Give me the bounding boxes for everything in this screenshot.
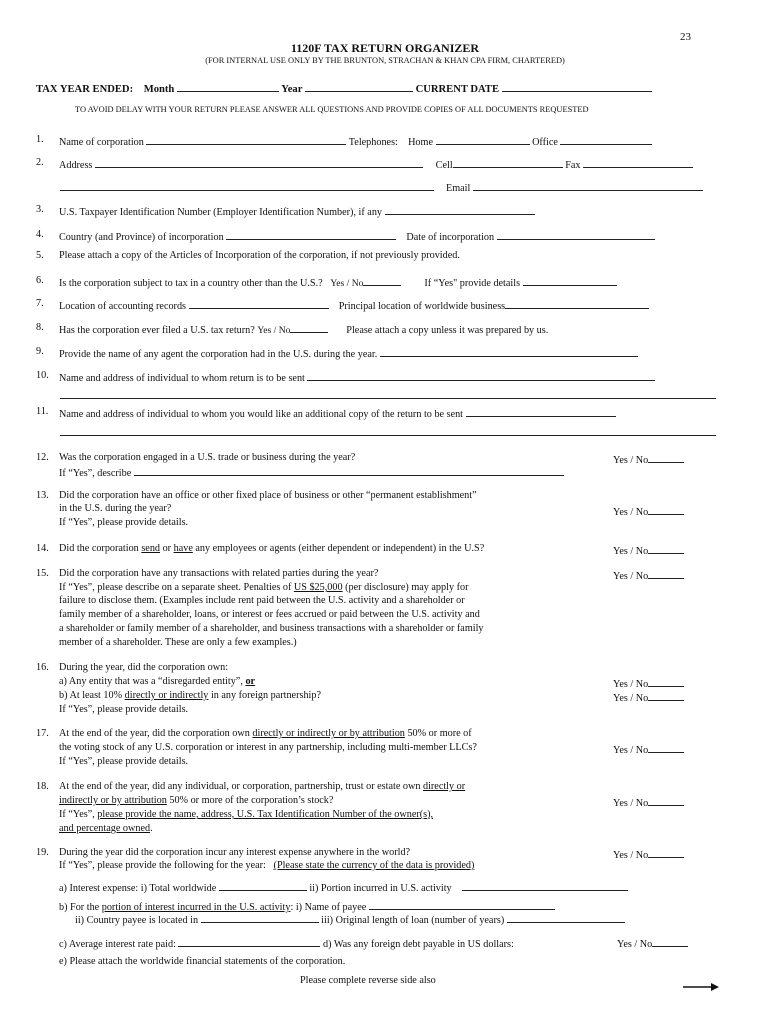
q4-number: 4.: [36, 229, 44, 240]
q15-b1: If “Yes”, please describe on a separate sheet. Penalties of: [59, 582, 292, 593]
q19-a-row: [59, 880, 628, 895]
q15-penalty-amount: US $25,000: [293, 582, 343, 593]
current-date-field[interactable]: [502, 81, 652, 92]
q13-line-b: in the U.S. during the year?: [59, 503, 172, 514]
q8-note: Please attach a copy unless it was prepared by us.: [346, 325, 549, 336]
return-recipient-field[interactable]: [307, 370, 655, 381]
q12-describe-row: [59, 465, 564, 480]
q9-label: Provide the name of any agent the corporation had in the U.S. during the year.: [59, 349, 378, 360]
q1-label: Name of corporation: [59, 137, 144, 148]
q19-b-underlined: (Please state the currency of the data is provided): [273, 860, 475, 871]
ein-field[interactable]: [385, 204, 535, 215]
q15-yes-no-field[interactable]: [648, 568, 684, 579]
q4-label: Country (and Province) of incorporation: [59, 232, 224, 243]
q5-number: 5.: [36, 250, 44, 261]
q18-line-c: [59, 809, 433, 821]
q13-number: 13.: [36, 490, 49, 501]
q4-row: [59, 229, 655, 244]
q14-yes-no-field[interactable]: [648, 543, 684, 554]
q12-describe-field[interactable]: [134, 465, 564, 476]
q6-label: Is the corporation subject to tax in a country other than the U.S.?: [59, 278, 323, 289]
q19d-yes-no: Yes / No: [617, 939, 653, 950]
q17-line-c: If “Yes”, please provide details.: [59, 756, 189, 767]
q16-b-underlined: directly or indirectly: [124, 690, 209, 701]
q19-line-a: During the year did the corporation incur any interest expense anywhere in the world?: [59, 847, 411, 858]
q14-yes-no: Yes / No: [613, 546, 649, 557]
q16-b-text2: in any foreign partnership?: [210, 690, 321, 701]
loan-length-field[interactable]: [507, 912, 625, 923]
q18-d-underlined: and percentage owned: [59, 823, 151, 834]
current-date-label: CURRENT DATE: [415, 84, 500, 95]
office-phone-field[interactable]: [560, 134, 652, 145]
q18-a1: At the end of the year, did any individual, or corporation, partnership, trust or estate own: [59, 781, 421, 792]
q19-yes-no-field[interactable]: [648, 847, 684, 858]
q19-b-text4: iii) Original length of loan (number of years): [321, 915, 505, 926]
tax-year-row: [36, 81, 652, 96]
q12-label: Was the corporation engaged in a U.S. trade or business during the year?: [59, 452, 356, 463]
q9-row: [59, 346, 638, 361]
q11-label: Name and address of individual to whom you would like an additional copy of the return to be sent: [59, 409, 464, 420]
q19-b-text1: b) For the: [59, 902, 100, 913]
q19-b-text3: ii) Country payee is located in: [75, 915, 199, 926]
q19-b-text2: : i) Name of payee: [290, 902, 367, 913]
year-field[interactable]: [305, 81, 413, 92]
q3-label: U.S. Taxpayer Identification Number (Employer Identification Number), if any: [59, 207, 383, 218]
month-label: Month: [143, 84, 175, 95]
q18-c1: If “Yes”,: [59, 809, 95, 820]
q8-yes-no-field[interactable]: [290, 322, 328, 333]
date-incorp-label: Date of incorporation: [406, 232, 495, 243]
q16a-yes-no-row: [613, 676, 684, 691]
notice: TO AVOID DELAY WITH YOUR RETURN PLEASE ANSWER ALL QUESTIONS AND PROVIDE COPIES OF ALL DOCUMENTS REQUESTED: [75, 105, 589, 114]
q15-yes-no: Yes / No: [613, 571, 649, 582]
q17-a1: At the end of the year, did the corporation own: [59, 728, 250, 739]
q11-number: 11.: [36, 406, 49, 417]
avg-interest-rate-field[interactable]: [178, 936, 320, 947]
q17-yes-no: Yes / No: [613, 745, 649, 756]
copy-recipient-field[interactable]: [466, 406, 616, 417]
q6-row: [59, 275, 617, 290]
q7-row: [59, 298, 649, 313]
q6-number: 6.: [36, 275, 44, 286]
q18-line-b: [59, 795, 333, 807]
q19-b1: If “Yes”, please provide the following for the year:: [59, 860, 266, 871]
q16a-yes-no-field[interactable]: [648, 676, 684, 687]
q10-label: Name and address of individual to whom return is to be sent: [59, 373, 305, 384]
q14-yes-no-row: [613, 543, 684, 558]
q15-line-e: a shareholder or family member of a shareholder, and business transactions with a shareholder or family: [59, 623, 484, 634]
q6-yes-no: Yes / No: [330, 278, 364, 289]
payee-name-field[interactable]: [369, 899, 555, 910]
footer-note: Please complete reverse side also: [300, 975, 436, 986]
q3-number: 3.: [36, 204, 44, 215]
fax-label: Fax: [565, 160, 581, 171]
agent-name-field[interactable]: [380, 346, 638, 357]
year-label: Year: [281, 84, 303, 95]
q17-line-a: [59, 728, 472, 740]
q19-e-row: e) Please attach the worldwide financial statements of the corporation.: [59, 956, 346, 967]
q12-describe-label: If “Yes”, describe: [59, 468, 132, 479]
q19-yes-no: Yes / No: [613, 850, 649, 861]
email-row: [446, 180, 703, 195]
q15-line-b: [59, 582, 468, 594]
q19-b-underlined-text: portion of interest incurred in the U.S. activity: [101, 902, 291, 913]
q2-row: [59, 157, 693, 172]
copy-recipient-line-2[interactable]: [60, 435, 716, 436]
country-incorp-field[interactable]: [226, 229, 396, 240]
q15-line-a: Did the corporation have any transactions with related parties during the year?: [59, 568, 379, 579]
q9-number: 9.: [36, 346, 44, 357]
q13-yes-no-row: [613, 504, 684, 519]
q12-yes-no: Yes / No: [613, 455, 649, 466]
q15-number: 15.: [36, 568, 49, 579]
q16-a-row: [59, 676, 255, 688]
q14-or: or: [162, 543, 172, 554]
cell-label: Cell: [435, 160, 453, 171]
q8-yes-no: Yes / No: [257, 325, 291, 336]
q13-yes-no: Yes / No: [613, 507, 649, 518]
q14-row: [59, 543, 484, 555]
q15-line-f: member of a shareholder. These are only a few examples.): [59, 637, 297, 648]
q14-number: 14.: [36, 543, 49, 554]
q15-b2: (per disclosure) may apply for: [345, 582, 469, 593]
q18-number: 18.: [36, 781, 49, 792]
q16-c-row: If “Yes”, please provide details.: [59, 704, 189, 715]
principal-location-label: Principal location of worldwide business: [338, 301, 506, 312]
q17-yes-no-row: [613, 742, 684, 757]
q17-line-b: the voting stock of any U.S. corporation or interest in any partnership, including multi-member LLCs?: [59, 742, 477, 753]
q17-number: 17.: [36, 728, 49, 739]
q15-line-c: failure to disclose them. (Examples include rent paid between the U.S. activity and a shareholder or: [59, 595, 465, 606]
q19d-yes-no-field[interactable]: [652, 936, 688, 947]
total-worldwide-field[interactable]: [219, 880, 307, 891]
q17-a-underlined: directly or indirectly or by attribution: [252, 728, 405, 739]
q2-label: Address: [59, 160, 93, 171]
q8-label: Has the corporation ever filed a U.S. tax return?: [59, 325, 255, 336]
principal-location-field[interactable]: [505, 298, 649, 309]
date-incorp-field[interactable]: [497, 229, 655, 240]
us-portion-field[interactable]: [462, 880, 628, 891]
month-field[interactable]: [177, 81, 279, 92]
q13-yes-no-field[interactable]: [648, 504, 684, 515]
payee-country-field[interactable]: [201, 912, 319, 923]
q16-a-or: or: [245, 676, 256, 687]
q17-yes-no-field[interactable]: [648, 742, 684, 753]
q18-yes-no: Yes / No: [613, 798, 649, 809]
q19-yes-no-row: [613, 847, 684, 862]
q1-row: [59, 134, 652, 149]
q18-a-underlined: directly or: [422, 781, 466, 792]
q16b-yes-no: Yes / No: [613, 693, 649, 704]
q12-yes-no-row: [613, 452, 684, 467]
q18-yes-no-field[interactable]: [648, 795, 684, 806]
email-field[interactable]: [473, 180, 703, 191]
q6-details-label: If “Yes" provide details: [424, 278, 521, 289]
q14-text-b: any employees or agents (either dependent or independent) in the U.S?: [195, 543, 485, 554]
email-label: Email: [446, 183, 471, 194]
q3-row: [59, 204, 535, 219]
q12-number: 12.: [36, 452, 49, 463]
q19-number: 19.: [36, 847, 49, 858]
q16b-yes-no-row: [613, 690, 684, 705]
tax-year-label: TAX YEAR ENDED:: [36, 84, 134, 95]
arrow-right-icon: [683, 979, 719, 989]
q2-number: 2.: [36, 157, 44, 168]
q19d-yes-no-row: [617, 936, 688, 951]
q18-yes-no-row: [613, 795, 684, 810]
q19-c-text: c) Average interest rate paid:: [59, 939, 176, 950]
q6-details-field[interactable]: [523, 275, 617, 286]
q8-number: 8.: [36, 322, 44, 333]
q14-text-a: Did the corporation: [59, 543, 139, 554]
q19-b2-row: [75, 912, 625, 927]
q13-line-c: If “Yes”, please provide details.: [59, 517, 189, 528]
address-field[interactable]: [95, 157, 423, 168]
q18-c-underlined: please provide the name, address, U.S. Tax Identification Number of the owner(s),: [97, 809, 434, 820]
page-subtitle: (FOR INTERNAL USE ONLY BY THE BRUNTON, STRACHAN & KHAN CPA FIRM, CHARTERED): [205, 56, 565, 65]
q7-label: Location of accounting records: [59, 301, 187, 312]
telephones-label: Telephones:: [348, 137, 398, 148]
q18-line-a: [59, 781, 465, 793]
q19-d-text: d) Was any foreign debt payable in US dollars:: [323, 939, 514, 950]
q18-line-d: [59, 823, 153, 835]
page-number: 23: [680, 31, 691, 43]
q11-row: [59, 406, 616, 421]
q12-yes-no-field[interactable]: [648, 452, 684, 463]
q16-label: During the year, did the corporation own:: [59, 662, 229, 673]
corp-name-field[interactable]: [146, 134, 346, 145]
return-recipient-line-2[interactable]: [60, 398, 716, 399]
address-line-2[interactable]: [60, 190, 434, 191]
q16-b-text1: b) At least 10%: [59, 690, 123, 701]
q18-b2: 50% or more of the corporation’s stock?: [169, 795, 334, 806]
q19-a-text: a) Interest expense: i) Total worldwide: [59, 883, 217, 894]
cell-field[interactable]: [453, 157, 563, 168]
office-label: Office: [532, 137, 558, 148]
q8-row: [59, 322, 548, 337]
fax-field[interactable]: [583, 157, 693, 168]
q1-number: 1.: [36, 134, 44, 145]
q16-b-row: [59, 690, 321, 702]
q13-line-a: Did the corporation have an office or other fixed place of business or other “permanent establishment”: [59, 490, 477, 501]
page-title: 1120F TAX RETURN ORGANIZER: [290, 41, 480, 55]
q16-number: 16.: [36, 662, 49, 673]
q6-yes-no-field[interactable]: [363, 275, 401, 286]
q10-number: 10.: [36, 370, 49, 381]
q19-line-b: [59, 860, 474, 872]
q16b-yes-no-field[interactable]: [648, 690, 684, 701]
home-phone-field[interactable]: [436, 134, 530, 145]
q14-send: send: [141, 543, 161, 554]
q19-c-row: [59, 936, 514, 951]
q17-a2: 50% or more of: [407, 728, 472, 739]
q14-have: have: [173, 543, 193, 554]
q15-yes-no-row: [613, 568, 684, 583]
accounting-records-field[interactable]: [189, 298, 329, 309]
q18-b-underlined: indirectly or by attribution: [59, 795, 167, 806]
q15-line-d: family member of a shareholder, loans, or interest or fees accrued or paid between the U.S. activity and: [59, 609, 480, 620]
q16-a-text: a) Any entity that was a “disregarded entity”,: [59, 676, 243, 687]
home-label: Home: [408, 137, 433, 148]
q5-label: Please attach a copy of the Articles of Incorporation of the corporation, if not previously provided.: [59, 250, 460, 261]
q19-a-text2: ii) Portion incurred in U.S. activity: [309, 883, 452, 894]
q10-row: [59, 370, 655, 385]
q18-d2: .: [150, 823, 153, 834]
q7-number: 7.: [36, 298, 44, 309]
q16a-yes-no: Yes / No: [613, 679, 649, 690]
